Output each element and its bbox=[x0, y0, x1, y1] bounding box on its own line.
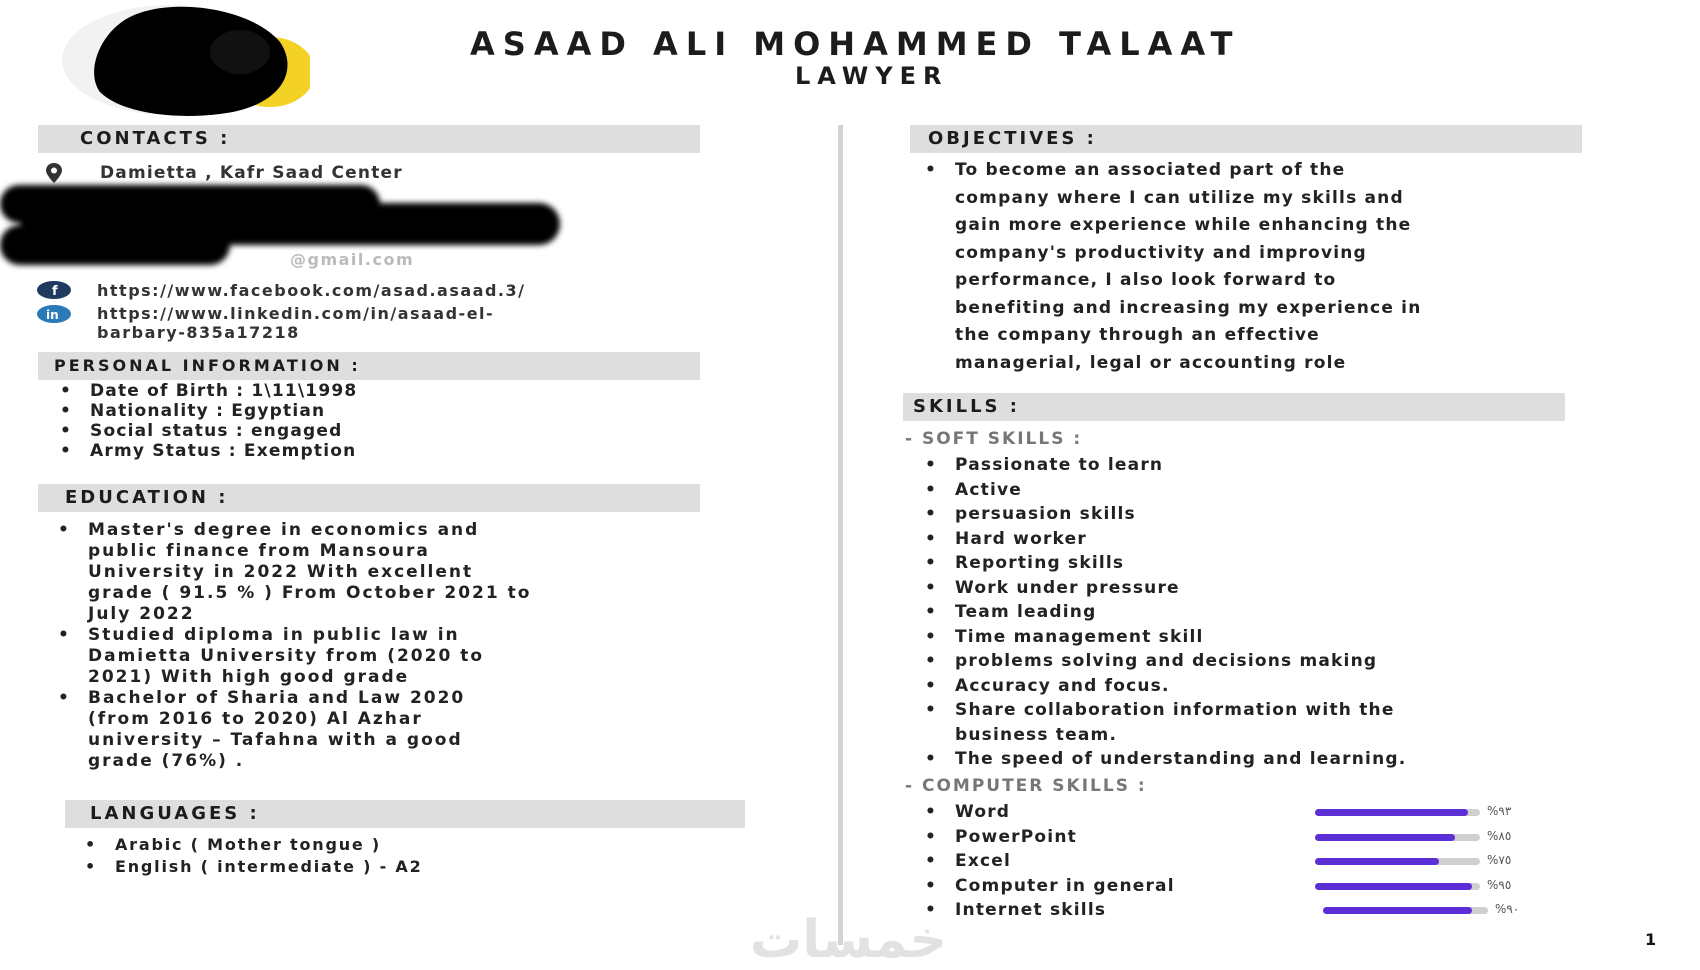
list-item: • Time management skill bbox=[955, 627, 1406, 652]
list-item: • Arabic ( Mother tongue ) bbox=[115, 835, 423, 857]
list-item: • Reporting skills bbox=[955, 553, 1406, 578]
computer-skills-title: - COMPUTER SKILLS : bbox=[905, 776, 1147, 796]
soft-skills-title: - SOFT SKILLS : bbox=[905, 429, 1083, 449]
computer-skills-list bbox=[955, 802, 1595, 925]
computer-skill-label: • Word bbox=[955, 802, 1010, 822]
list-item: • Social status : engaged bbox=[90, 421, 357, 441]
skill-percent: %٩٠ bbox=[1495, 902, 1520, 916]
computer-skill-row bbox=[955, 827, 1595, 852]
computer-skill-label: • Excel bbox=[955, 851, 1011, 871]
skill-percent: %٨٥ bbox=[1487, 828, 1512, 843]
languages-title: LANGUAGES : bbox=[90, 803, 260, 824]
list-item: • English ( intermediate ) - A2 bbox=[115, 857, 423, 879]
skill-bar-track bbox=[1315, 809, 1480, 816]
list-item: • Active bbox=[955, 480, 1406, 505]
list-item: • Date of Birth : 1\11\1998 bbox=[90, 381, 357, 401]
skill-percent: %٧٥ bbox=[1487, 853, 1512, 867]
facebook-icon-letter: f bbox=[52, 284, 58, 299]
skill-bar-track bbox=[1315, 858, 1480, 865]
list-item: • problems solving and decisions making bbox=[955, 651, 1406, 676]
skill-percent: %٩٥ bbox=[1487, 877, 1512, 892]
skill-bar-track bbox=[1315, 834, 1480, 841]
list-item-continuation: business team. bbox=[955, 724, 1118, 745]
list-item: • Army Status : Exemption bbox=[90, 441, 357, 461]
personal-info-list bbox=[90, 381, 357, 461]
languages-header bbox=[65, 800, 745, 828]
skill-bar-track bbox=[1323, 907, 1488, 914]
linkedin-icon-letters: in bbox=[46, 308, 59, 322]
education-list bbox=[88, 520, 531, 772]
list-item: • The speed of understanding and learning. bbox=[955, 749, 1406, 774]
skill-bar-fill bbox=[1315, 809, 1468, 816]
education-title: EDUCATION : bbox=[65, 487, 229, 508]
list-item: • Team leading bbox=[955, 602, 1406, 627]
skill-percent: %٩٣ bbox=[1487, 804, 1512, 818]
computer-skill-row bbox=[955, 900, 1595, 925]
contact-email[interactable]: @gmail.com bbox=[290, 250, 415, 269]
objectives-header bbox=[910, 125, 1582, 153]
skill-bar-fill bbox=[1315, 883, 1472, 890]
objectives-text: • To become an associated part of the company where I can utilize my skills and gain more experience while enhancing the company's productivity and improving performance, I also look forward to benefiting and increasing my experience in the company through an effective managerial, legal or accounting role bbox=[955, 160, 1422, 380]
languages-list bbox=[115, 835, 423, 879]
computer-skill-row bbox=[955, 851, 1595, 876]
contact-address: Damietta , Kafr Saad Center bbox=[100, 163, 403, 183]
personal-info-title: PERSONAL INFORMATION : bbox=[54, 356, 361, 375]
watermark-logo: خمسات bbox=[750, 910, 948, 970]
skill-bar-track bbox=[1315, 883, 1480, 890]
computer-skill-row bbox=[955, 876, 1595, 901]
skill-bar-fill bbox=[1315, 834, 1455, 841]
list-item: • Nationality : Egyptian bbox=[90, 401, 357, 421]
list-item: • Share collaboration information with the bbox=[955, 700, 1406, 725]
list-item: • Accuracy and focus. bbox=[955, 676, 1406, 701]
personal-info-header bbox=[38, 352, 700, 380]
education-item: • Master's degree in economics and public finance from Mansoura University in 2022 With excellent grade ( 91.5 % ) From October 2021 to July 2022 bbox=[88, 520, 531, 625]
soft-skills-list bbox=[955, 455, 1406, 774]
skill-bar-fill bbox=[1315, 858, 1439, 865]
redacted-contact-scribble bbox=[0, 185, 560, 265]
list-item: • persuasion skills bbox=[955, 504, 1406, 529]
column-divider bbox=[838, 125, 843, 945]
list-item: • Work under pressure bbox=[955, 578, 1406, 603]
computer-skill-label: • PowerPoint bbox=[955, 827, 1077, 847]
profile-photo bbox=[60, 2, 310, 122]
linkedin-icon[interactable] bbox=[36, 304, 72, 328]
education-header bbox=[38, 484, 700, 512]
computer-skill-label: • Internet skills bbox=[955, 900, 1106, 920]
contacts-title: CONTACTS : bbox=[80, 128, 231, 149]
page-number: 1 bbox=[1645, 930, 1657, 949]
candidate-role: LAWYER bbox=[795, 62, 949, 90]
list-item: • Passionate to learn bbox=[955, 455, 1406, 480]
skills-title: SKILLS : bbox=[913, 396, 1020, 417]
education-item: • Studied diploma in public law in Damietta University from (2020 to 2021) With high good grade bbox=[88, 625, 531, 688]
candidate-name: ASAAD ALI MOHAMMED TALAAT bbox=[470, 25, 1241, 63]
education-item: • Bachelor of Sharia and Law 2020 (from 2016 to 2020) Al Azhar university – Tafahna with a good grade (76%) . bbox=[88, 688, 531, 772]
linkedin-link-line1[interactable]: https://www.linkedin.com/in/asaad-el- bbox=[97, 304, 495, 323]
skill-bar-fill bbox=[1323, 907, 1472, 914]
computer-skill-row bbox=[955, 802, 1595, 827]
objectives-title: OBJECTIVES : bbox=[928, 128, 1097, 149]
skills-header bbox=[903, 393, 1565, 421]
contacts-header bbox=[38, 125, 700, 153]
list-item: • Hard worker bbox=[955, 529, 1406, 554]
facebook-link[interactable]: https://www.facebook.com/asad.asaad.3/ bbox=[97, 281, 526, 300]
linkedin-link-line2[interactable]: barbary-835a17218 bbox=[97, 323, 300, 342]
computer-skill-label: • Computer in general bbox=[955, 876, 1175, 896]
facebook-icon[interactable] bbox=[36, 280, 72, 304]
